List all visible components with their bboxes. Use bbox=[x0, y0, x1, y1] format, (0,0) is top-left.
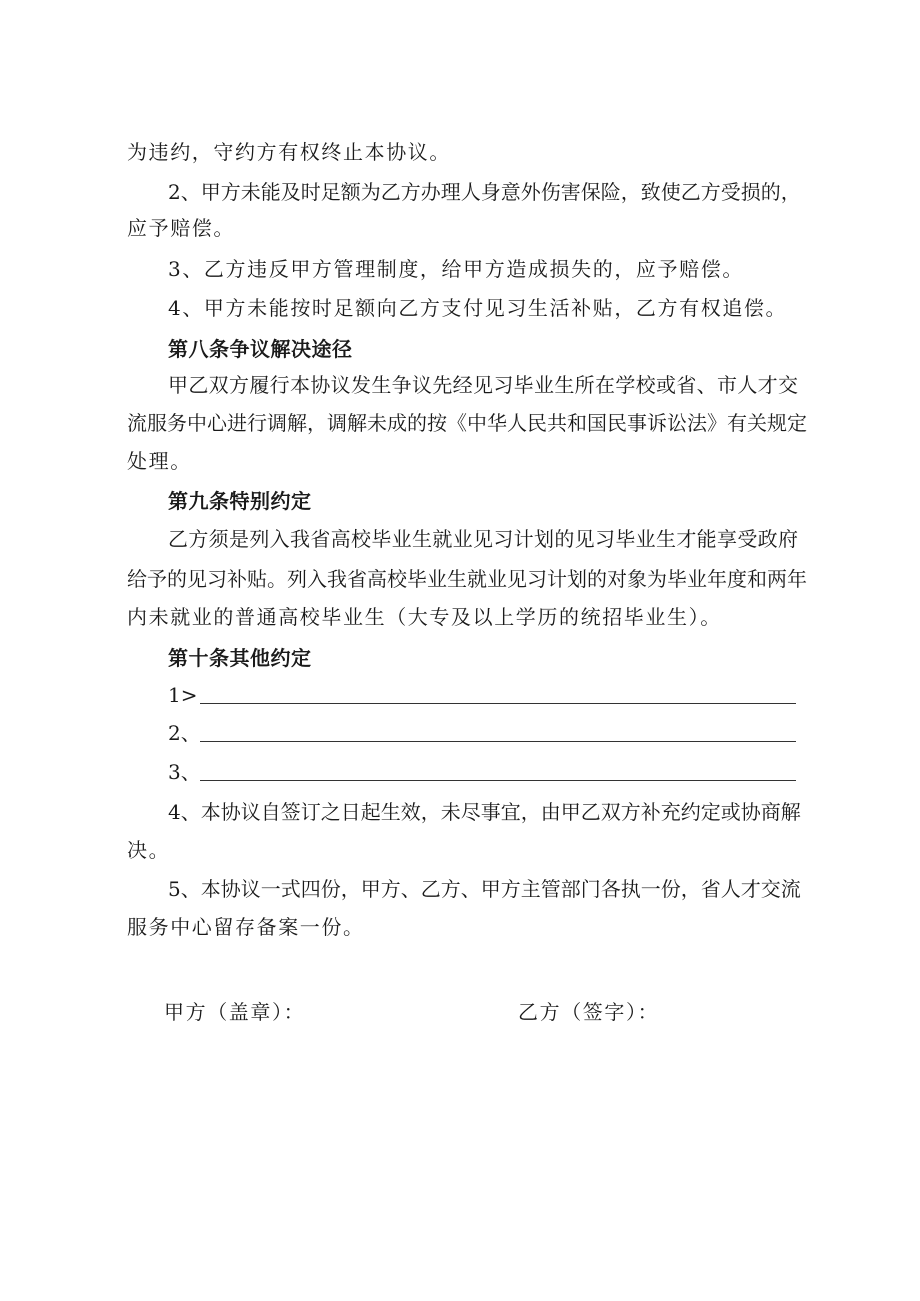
blank-item-number: 1> bbox=[168, 683, 198, 707]
clause-4: 4、甲方未能按时足额向乙方支付见习生活补贴，乙方有权追偿。 bbox=[168, 296, 788, 320]
fill-in-line bbox=[200, 703, 796, 704]
blank-item-number: 2、 bbox=[168, 721, 201, 745]
blank-item-3 bbox=[168, 760, 796, 786]
clause-10-5-line-2: 服务中心留存备案一份。 bbox=[127, 915, 365, 939]
party-b-signature-label: 乙方（签字）： bbox=[518, 1000, 660, 1024]
article-8-heading: 第八条争议解决途径 bbox=[168, 337, 353, 361]
party-a-signature-label: 甲方（盖章）： bbox=[164, 1000, 306, 1024]
article-9-line-1: 乙方须是列入我省高校毕业生就业见习计划的见习毕业生才能享受政府 bbox=[168, 527, 798, 551]
article-8-line-1: 甲乙双方履行本协议发生争议先经见习毕业生所在学校或省、市人才交 bbox=[168, 373, 798, 397]
article-8-line-3: 处理。 bbox=[127, 449, 192, 473]
article-9-heading: 第九条特别约定 bbox=[168, 489, 312, 513]
fill-in-line bbox=[200, 780, 796, 781]
article-9-line-2: 给予的见习补贴。列入我省高校毕业生就业见习计划的对象为毕业年度和两年 bbox=[127, 567, 807, 591]
fill-in-line bbox=[200, 741, 796, 742]
clause-10-5-line-1: 5、本协议一式四份，甲方、乙方、甲方主管部门各执一份，省人才交流 bbox=[168, 877, 801, 901]
article-10-heading: 第十条其他约定 bbox=[168, 646, 312, 670]
article-9-line-3: 内未就业的普通高校毕业生（大专及以上学历的统招毕业生）。 bbox=[127, 605, 722, 629]
clause-2-line-1: 2、甲方未能及时足额为乙方办理人身意外伤害保险，致使乙方受损的， bbox=[168, 180, 801, 204]
blank-item-number: 3、 bbox=[168, 760, 201, 784]
blank-item-1 bbox=[168, 683, 796, 709]
clause-10-4-line-2: 决。 bbox=[127, 838, 171, 862]
clause-10-4-line-1: 4、本协议自签订之日起生效，未尽事宜，由甲乙双方补充约定或协商解 bbox=[168, 800, 801, 824]
article-8-line-2: 流服务中心进行调解，调解未成的按《中华人民共和国民事诉讼法》有关规定 bbox=[127, 411, 807, 435]
paragraph-text: 为违约，守约方有权终止本协议。 bbox=[127, 140, 451, 164]
clause-2-line-2: 应予赔偿。 bbox=[127, 216, 235, 240]
blank-item-2 bbox=[168, 721, 796, 747]
clause-3: 3、乙方违反甲方管理制度，给甲方造成损失的，应予赔偿。 bbox=[168, 257, 744, 281]
